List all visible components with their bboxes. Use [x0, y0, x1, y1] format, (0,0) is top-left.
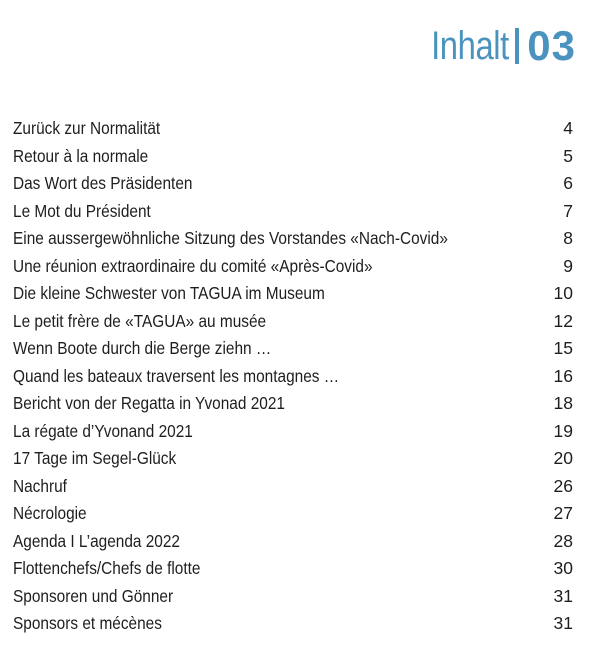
toc-entry-label: Sponsoren und Gönner [13, 585, 174, 606]
toc-entry[interactable] [13, 503, 573, 531]
toc-entry[interactable] [13, 613, 573, 641]
toc-entry-label: Le Mot du Président [13, 200, 151, 221]
toc-entry-label: Wenn Boote durch die Berge ziehn … [13, 338, 272, 358]
toc-entry-page: 12 [553, 310, 573, 331]
toc-entry-label: 17 Tage im Segel-Glück [13, 448, 177, 468]
toc-entry-page: 16 [553, 365, 573, 386]
toc-entry-page: 19 [553, 420, 573, 441]
toc-entry-page: 5 [563, 145, 573, 166]
toc-entry-label: Nachruf [13, 475, 67, 496]
toc-entry-page: 27 [553, 503, 573, 523]
toc-entry-label: Quand les bateaux traversent les montagnes … [13, 365, 340, 386]
toc-entry[interactable] [13, 586, 573, 614]
toc-entry-page: 28 [553, 530, 573, 551]
page-number: 03 [527, 22, 576, 69]
toc-entry[interactable] [13, 421, 573, 449]
toc-entry[interactable] [13, 146, 573, 174]
toc-entry-page: 9 [563, 255, 573, 276]
toc-entry[interactable] [13, 366, 573, 394]
toc-entry-label: Sponsors et mécènes [13, 613, 162, 633]
toc-entry-page: 18 [553, 393, 573, 413]
toc-entry[interactable] [13, 393, 573, 421]
page-header [414, 22, 576, 70]
toc-entry-label: Das Wort des Präsidenten [13, 173, 193, 193]
toc-entry-page: 7 [563, 200, 573, 221]
page-title: Inhalt [431, 23, 510, 68]
toc-entry-page: 10 [553, 283, 573, 303]
toc-entry-page: 6 [563, 173, 573, 193]
toc-entry[interactable] [13, 448, 573, 476]
toc-entry[interactable] [13, 338, 573, 366]
toc-entry-page: 31 [553, 585, 573, 606]
toc-entry-label: Nécrologie [13, 503, 87, 523]
toc-entry[interactable] [13, 256, 573, 284]
toc-entry-page: 30 [553, 558, 573, 578]
toc-entry[interactable] [13, 283, 573, 311]
toc-entry-label: Flottenchefs/Chefs de flotte [13, 558, 201, 578]
toc-entry-label: Le petit frère de «TAGUA» au musée [13, 310, 267, 331]
toc-entry[interactable] [13, 118, 573, 146]
toc-entry[interactable] [13, 201, 573, 229]
title-separator [515, 28, 519, 64]
toc-entry-page: 20 [553, 448, 573, 468]
toc-entry-label: Une réunion extraordinaire du comité «Après-Covid» [13, 255, 373, 276]
toc-entry[interactable] [13, 228, 573, 256]
toc-entry-label: La régate d’Yvonand 2021 [13, 420, 193, 441]
toc-entry-label: Bericht von der Regatta in Yvonad 2021 [13, 393, 285, 413]
toc-entry-label: Retour à la normale [13, 145, 149, 166]
toc-entry[interactable] [13, 311, 573, 339]
toc-entry-page: 31 [553, 613, 573, 633]
toc-entry-page: 4 [563, 118, 573, 138]
toc-entry-label: Die kleine Schwester von TAGUA im Museum [13, 283, 325, 303]
toc-entry-label: Eine aussergewöhnliche Sitzung des Vorstandes «Nach-Covid» [13, 228, 448, 248]
toc-entry-page: 8 [563, 228, 573, 248]
toc-entry[interactable] [13, 476, 573, 504]
toc-entry-label: Agenda I L’agenda 2022 [13, 530, 180, 551]
toc-entry-label: Zurück zur Normalität [13, 118, 161, 138]
toc-entry-page: 26 [553, 475, 573, 496]
table-of-contents [13, 118, 573, 641]
toc-entry-page: 15 [553, 338, 573, 358]
toc-entry[interactable] [13, 558, 573, 586]
toc-entry[interactable] [13, 173, 573, 201]
toc-entry[interactable] [13, 531, 573, 559]
